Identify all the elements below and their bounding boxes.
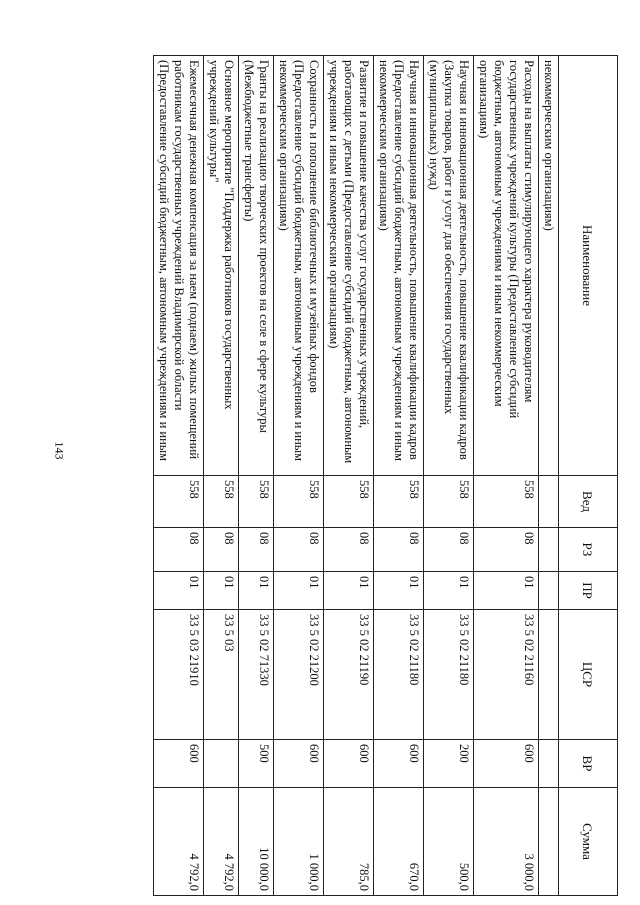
cell-name: Сохранность и пополнение библиотечных и музейных фондов (Предоставление субсидий бюджетным, автономным учреждениям и иным некоммерческим организациям) <box>274 56 324 476</box>
cell-sum: 785,0 <box>324 788 374 896</box>
cell-name: некоммерческим организациям) <box>539 56 559 476</box>
table-row <box>324 56 374 896</box>
cell-ved: 558 <box>239 476 274 528</box>
cell-rz <box>539 528 559 572</box>
cell-sum <box>539 788 559 896</box>
cell-vr: 600 <box>374 740 424 788</box>
cell-name: Гранты на реализацию творческих проектов на селе в сфере культуры (Межбюджетные трансферты) <box>239 56 274 476</box>
cell-rz: 08 <box>239 528 274 572</box>
table-row <box>424 56 474 896</box>
cell-ved: 558 <box>374 476 424 528</box>
cell-pr: 01 <box>239 572 274 610</box>
cell-csr: 33 5 02 21160 <box>474 610 539 740</box>
cell-ved <box>539 476 559 528</box>
cell-ved: 558 <box>154 476 204 528</box>
table-row <box>239 56 274 896</box>
cell-pr <box>539 572 559 610</box>
cell-csr: 33 5 02 21180 <box>374 610 424 740</box>
header-csr: ЦСР <box>559 610 618 740</box>
cell-name: Основное мероприятие "Поддержка работников государственных учреждений культуры" <box>204 56 239 476</box>
cell-csr: 33 5 03 21910 <box>154 610 204 740</box>
cell-sum: 4 792,0 <box>204 788 239 896</box>
table-row <box>274 56 324 896</box>
cell-vr: 600 <box>274 740 324 788</box>
cell-pr: 01 <box>154 572 204 610</box>
cell-ved: 558 <box>204 476 239 528</box>
budget-table <box>153 55 618 896</box>
cell-pr: 01 <box>324 572 374 610</box>
cell-vr: 200 <box>424 740 474 788</box>
cell-rz: 08 <box>274 528 324 572</box>
table-header-row <box>559 56 618 896</box>
cell-sum: 1 000,0 <box>274 788 324 896</box>
cell-sum: 500,0 <box>424 788 474 896</box>
cell-rz: 08 <box>474 528 539 572</box>
cell-pr: 01 <box>274 572 324 610</box>
rotated-table-container <box>78 55 618 895</box>
cell-vr: 600 <box>324 740 374 788</box>
cell-rz: 08 <box>374 528 424 572</box>
cell-sum: 10 000,0 <box>239 788 274 896</box>
header-pr: ПР <box>559 572 618 610</box>
cell-sum: 3 000,0 <box>474 788 539 896</box>
header-ved: Вед <box>559 476 618 528</box>
header-sum: Сумма <box>559 788 618 896</box>
cell-csr: 33 5 02 21190 <box>324 610 374 740</box>
cell-rz: 08 <box>424 528 474 572</box>
cell-csr <box>539 610 559 740</box>
cell-ved: 558 <box>324 476 374 528</box>
cell-csr: 33 5 02 21200 <box>274 610 324 740</box>
header-rz: РЗ <box>559 528 618 572</box>
cell-vr: 600 <box>154 740 204 788</box>
cell-rz: 08 <box>204 528 239 572</box>
cell-csr: 33 5 03 <box>204 610 239 740</box>
cell-name: Расходы на выплаты стимулирующего характера руководителям государственных учреждений культуры (Предоставление субсидий бюджетным, автономным учреждениям и иным некоммерческим организациям) <box>474 56 539 476</box>
table-row <box>474 56 539 896</box>
cell-rz: 08 <box>154 528 204 572</box>
cell-ved: 558 <box>474 476 539 528</box>
page-number: 143 <box>52 441 67 460</box>
cell-vr <box>539 740 559 788</box>
cell-sum: 670,0 <box>374 788 424 896</box>
cell-name: Научная и инновационная деятельность, повышение квалификации кадров (Закупка товаров, работ и услуг для обеспечения государственных (муниципальных) нужд) <box>424 56 474 476</box>
table-row <box>539 56 559 896</box>
cell-rz: 08 <box>324 528 374 572</box>
table-row <box>374 56 424 896</box>
cell-csr: 33 5 02 71330 <box>239 610 274 740</box>
cell-vr: 600 <box>474 740 539 788</box>
header-name: Наименование <box>559 56 618 476</box>
cell-ved: 558 <box>274 476 324 528</box>
cell-csr: 33 5 02 21180 <box>424 610 474 740</box>
cell-vr: 500 <box>239 740 274 788</box>
table-row <box>154 56 204 896</box>
cell-name: Развитие и повышение качества услуг государственных учреждений, работающих с детьми (Предоставление субсидий бюджетным, автономным учреждениям и иным некоммерческим организациям) <box>324 56 374 476</box>
cell-sum: 4 792,0 <box>154 788 204 896</box>
cell-pr: 01 <box>424 572 474 610</box>
cell-name: Научная и инновационная деятельность, повышение квалификации кадров (Предоставление субсидий бюджетным, автономным учреждениям и иным некоммерческим организациям) <box>374 56 424 476</box>
cell-vr <box>204 740 239 788</box>
cell-pr: 01 <box>374 572 424 610</box>
header-vr: ВР <box>559 740 618 788</box>
cell-name: Ежемесячная денежная компенсация за наем (поднаем) жилых помещений работникам государственных учреждений Владимирской области (Предоставление субсидий бюджетным, автономным учреждениям и иным <box>154 56 204 476</box>
cell-pr: 01 <box>474 572 539 610</box>
cell-pr: 01 <box>204 572 239 610</box>
table-row <box>204 56 239 896</box>
cell-ved: 558 <box>424 476 474 528</box>
